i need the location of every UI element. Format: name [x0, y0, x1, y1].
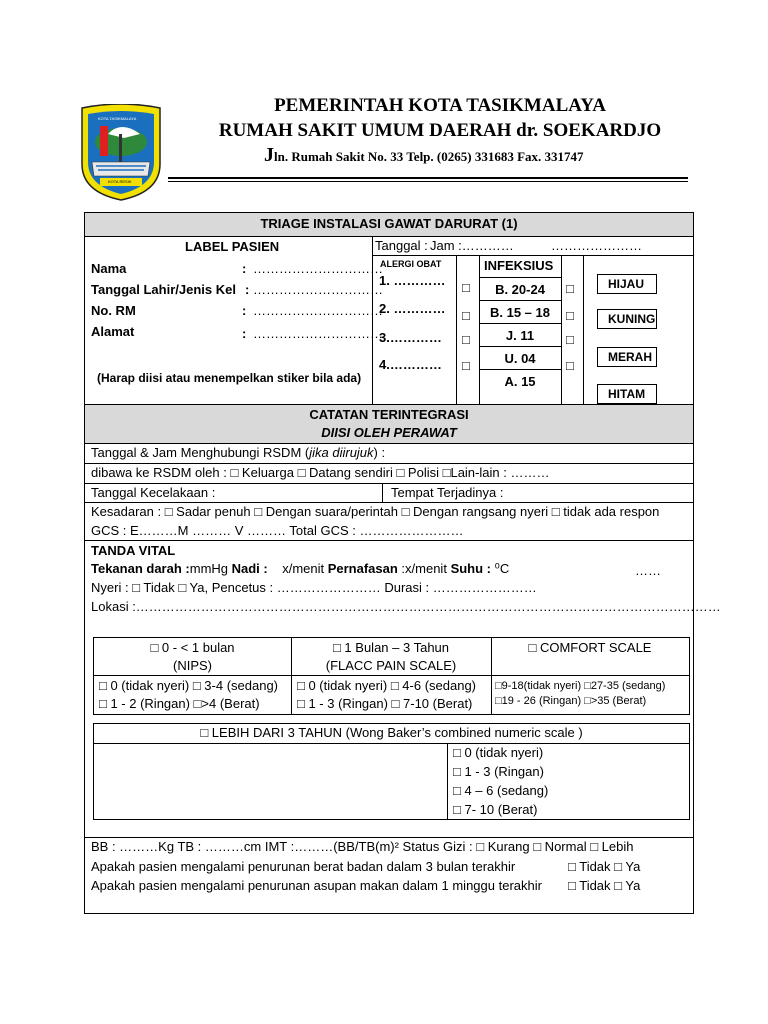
- colon-no-rm: :: [242, 303, 247, 318]
- city-emblem-logo: [78, 104, 164, 202]
- tanggal-label: Tanggal :: [375, 238, 428, 253]
- wong-item-4: □ 7- 10 (Berat): [453, 802, 538, 817]
- label-nama: Nama: [91, 261, 127, 276]
- allergy-checkbox-4[interactable]: □: [462, 358, 470, 373]
- logo-text-top: KOTA TASIKMALAYA: [98, 116, 137, 121]
- nips-row-2: □ 1 - 2 (Ringan) □>4 (Berat): [99, 696, 260, 711]
- flacc-title[interactable]: □ 1 Bulan – 3 Tahun: [332, 640, 450, 655]
- allergy-title: ALERGI OBAT: [380, 259, 442, 269]
- dots-tgl-lahir: …………………………: [253, 282, 383, 297]
- nips-row-1: □ 0 (tidak nyeri) □ 3-4 (sedang): [99, 678, 278, 693]
- row-tempat: Tempat Terjadinya :: [391, 485, 504, 500]
- gizi-question-2: Apakah pasien mengalami penurunan asupan makan dalam 1 minggu terakhir: [91, 878, 542, 893]
- allergy-checkbox-1[interactable]: □: [462, 280, 470, 295]
- triage-hijau[interactable]: HIJAU: [597, 274, 657, 294]
- infeksius-title: INFEKSIUS: [484, 258, 554, 273]
- allergy-1: 1. …………: [379, 273, 446, 288]
- xmenit-1: x/menit: [282, 561, 328, 576]
- allergy-checkbox-3[interactable]: □: [462, 332, 470, 347]
- vital-line: [91, 561, 509, 577]
- vital-title: TANDA VITAL: [91, 543, 176, 558]
- row-kecelakaan: Tanggal Kecelakaan :: [91, 485, 216, 500]
- wong-item-3: □ 4 – 6 (sedang): [453, 783, 549, 798]
- catatan-title: CATATAN TERINTEGRASI: [309, 407, 469, 422]
- address-text: ln. Rumah Sakit No. 33 Telp. (0265) 331683 Fax. 331747: [274, 149, 584, 164]
- mmhg-unit: mmHg: [189, 561, 229, 576]
- form-title: TRIAGE INSTALASI GAWAT DARURAT (1): [260, 216, 518, 231]
- wong-title[interactable]: □ LEBIH DARI 3 TAHUN (Wong Baker’s combined numeric scale ): [200, 725, 583, 740]
- allergy-3: 3.…………: [379, 330, 442, 345]
- catatan-subtitle: DIISI OLEH PERAWAT: [321, 425, 457, 440]
- nips-title[interactable]: □ 0 - < 1 bulan: [150, 640, 235, 655]
- flacc-sub: (FLACC PAIN SCALE): [325, 658, 457, 673]
- label-tgl-lahir: Tanggal Lahir/Jenis Kel: [91, 282, 236, 297]
- logo-text-bottom: KOTA RESIK: [108, 179, 132, 184]
- dots-nama: …………………………: [253, 261, 383, 276]
- header-government: PEMERINTAH KOTA TASIKMALAYA: [274, 95, 606, 116]
- dots-no-rm: …………………………: [253, 303, 383, 318]
- row-lokasi: Lokasi :………………………………………………………………………………………………………………………: [91, 599, 721, 614]
- tekanan-label: Tekanan darah :: [91, 561, 190, 576]
- infeksius-checkbox-2[interactable]: □: [566, 308, 574, 323]
- triage-form: [84, 212, 721, 914]
- triage-kuning[interactable]: KUNING: [597, 309, 657, 329]
- hubungi-end: ) :: [373, 445, 386, 460]
- header-rule-thick: [168, 177, 688, 179]
- label-no-rm: No. RM: [91, 303, 136, 318]
- nips-sub: (NIPS): [173, 658, 212, 673]
- infeksius-item-4: U. 04: [504, 351, 536, 366]
- pernafasan-label: Pernafasan: [327, 561, 398, 576]
- flacc-row-2: □ 1 - 3 (Ringan) □ 7-10 (Berat): [297, 696, 473, 711]
- header-rule-thin: [168, 181, 688, 182]
- infeksius-checkbox-4[interactable]: □: [566, 358, 574, 373]
- xmenit-2: :x/menit: [397, 561, 451, 576]
- row-kesadaran: Kesadaran : □ Sadar penuh □ Dengan suara/perintah □ Dengan rangsang nyeri □ tidak ada respon: [91, 504, 660, 519]
- address-initial: J: [264, 144, 274, 166]
- infeksius-item-2: B. 15 – 18: [490, 305, 550, 320]
- row-hubungi: [91, 445, 385, 461]
- label-alamat: Alamat: [91, 324, 135, 339]
- hubungi-text: Tanggal & Jam Menghubungi RSDM (: [91, 445, 310, 460]
- pain-scale-table: [93, 637, 690, 715]
- infeksius-item-3: J. 11: [505, 328, 535, 343]
- wong-item-2: □ 1 - 3 (Ringan): [453, 764, 544, 779]
- comfort-row-1: □9-18(tidak nyeri) □27-35 (sedang): [495, 680, 666, 692]
- allergy-2: 2. …………: [379, 301, 446, 316]
- allergy-checkbox-2[interactable]: □: [462, 308, 470, 323]
- row-dibawa: dibawa ke RSDM oleh : □ Keluarga □ Datang sendiri □ Polisi □Lain-lain : ………: [91, 465, 550, 480]
- patient-label-title: LABEL PASIEN: [185, 239, 280, 254]
- colon-tgl-lahir: :: [245, 282, 250, 297]
- header-hospital: RUMAH SAKIT UMUM DAERAH dr. SOEKARDJO: [218, 120, 662, 141]
- tanggal-dots: …………………: [551, 238, 642, 253]
- infeksius-checkbox-1[interactable]: □: [566, 281, 574, 296]
- colon-alamat: :: [242, 326, 247, 341]
- nadi-label: Nadi :: [228, 561, 268, 576]
- suhu-label: Suhu :: [450, 561, 491, 576]
- header-address: [264, 144, 584, 167]
- allergy-4: 4.…………: [379, 357, 442, 372]
- jam-label: Jam :…………: [430, 238, 514, 253]
- wong-item-1: □ 0 (tidak nyeri): [453, 745, 544, 760]
- comfort-title[interactable]: □ COMFORT SCALE: [528, 640, 652, 655]
- comfort-row-2: □19 - 26 (Ringan) □>35 (Berat): [495, 695, 647, 707]
- patient-note: (Harap diisi atau menempelkan stiker bila ada): [97, 371, 362, 385]
- hubungi-italic: jika diirujuk: [309, 445, 374, 460]
- row-bb-tb: BB : ………Kg TB : ………cm IMT :………(BB/TB(m)² Status Gizi : □ Kurang □ Normal □ Lebih: [91, 839, 634, 854]
- triage-hitam[interactable]: HITAM: [597, 384, 657, 404]
- dots-alamat: …………………………: [253, 326, 383, 341]
- infeksius-item-5: A. 15: [504, 374, 536, 389]
- suhu-unit: ⁰C: [491, 561, 510, 576]
- gizi-question-1: Apakah pasien mengalami penurunan berat badan dalam 3 bulan terakhir: [91, 859, 516, 874]
- wong-baker-table: [93, 723, 690, 820]
- gizi-q2-options[interactable]: □ Tidak □ Ya: [568, 878, 641, 893]
- suhu-dots: ……: [635, 563, 661, 578]
- gizi-q1-options[interactable]: □ Tidak □ Ya: [568, 859, 641, 874]
- infeksius-item-1: B. 20-24: [495, 282, 545, 297]
- triage-merah[interactable]: MERAH: [597, 347, 657, 367]
- colon-nama: :: [242, 261, 247, 276]
- row-nyeri: Nyeri : □ Tidak □ Ya, Pencetus : …………………… Durasi : ……………………: [91, 580, 537, 595]
- flacc-row-1: □ 0 (tidak nyeri) □ 4-6 (sedang): [297, 678, 476, 693]
- row-gcs: GCS : E………M ……… V ……… Total GCS : ……………………: [91, 523, 464, 538]
- infeksius-checkbox-3[interactable]: □: [566, 332, 574, 347]
